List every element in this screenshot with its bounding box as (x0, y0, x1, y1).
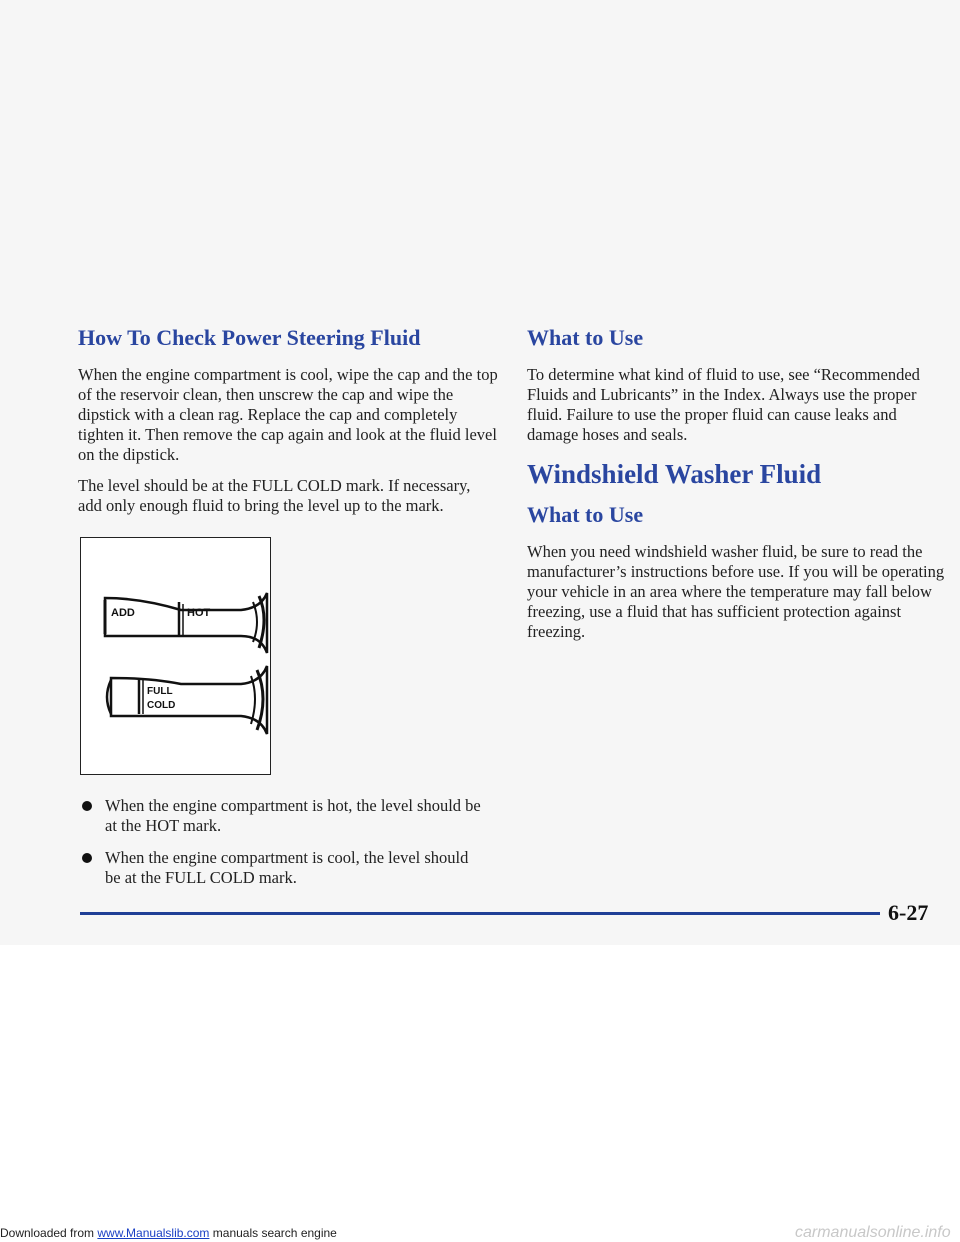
add-mark-label: ADD (111, 607, 135, 619)
left-column (78, 325, 498, 516)
download-footer (0, 1226, 337, 1240)
dipstick-illustration (80, 537, 271, 775)
cold-mark-label: COLD (147, 700, 176, 711)
right-column (527, 325, 952, 642)
manualslib-link[interactable]: www.Manualslib.com (97, 1226, 210, 1240)
power-steering-paragraph-1: When the engine compartment is cool, wipe the cap and the top of the reservoir clean, then unscrew the cap and wipe the dipstick with a clean rag. Replace the cap and completely tighten it. Then remove the cap again and look at the fluid level on the dipstick. (78, 365, 498, 464)
power-steering-paragraph-2: The level should be at the FULL COLD mark. If necessary, add only enough fluid to bring the level up to the mark. (78, 476, 471, 515)
what-to-use-heading-1: What to Use (527, 325, 644, 350)
bullet-text-cold: When the engine compartment is cool, the level should be at the FULL COLD mark. (105, 848, 469, 887)
footer-rule (80, 912, 880, 915)
windshield-washer-heading: Windshield Washer Fluid (527, 459, 822, 489)
what-to-use-heading-2: What to Use (527, 502, 644, 527)
page-number: 6-27 (888, 900, 929, 925)
dipstick-drawing (81, 538, 269, 773)
bullet-item-hot (82, 796, 482, 836)
footer-suffix: manuals search engine (209, 1226, 337, 1240)
power-steering-heading: How To Check Power Steering Fluid (78, 325, 421, 350)
lower-dipstick (107, 666, 267, 734)
upper-dipstick (105, 593, 267, 653)
what-to-use-paragraph-2: When you need windshield washer fluid, be sure to read the manufacturer’s instructions before use. If you will be operating your vehicle in an area where the temperature may fall below freezing, use a fluid that has sufficient protection against freezing. (527, 542, 945, 641)
what-to-use-paragraph-1: To determine what kind of fluid to use, see “Recommended Fluids and Lubricants” in the Index. Always use the proper fluid. Failure to use the proper fluid can cause leaks and damage hoses and seals. (527, 365, 920, 444)
bullet-icon (82, 853, 92, 863)
watermark: carmanualsonline.info (795, 1224, 951, 1241)
bullet-icon (82, 801, 92, 811)
hot-mark-label: HOT (187, 607, 211, 619)
full-mark-label: FULL (147, 686, 173, 697)
bullet-text-hot: When the engine compartment is hot, the level should be at the HOT mark. (105, 796, 481, 835)
bullet-item-cold (82, 848, 482, 888)
footer-prefix: Downloaded from (0, 1226, 98, 1240)
